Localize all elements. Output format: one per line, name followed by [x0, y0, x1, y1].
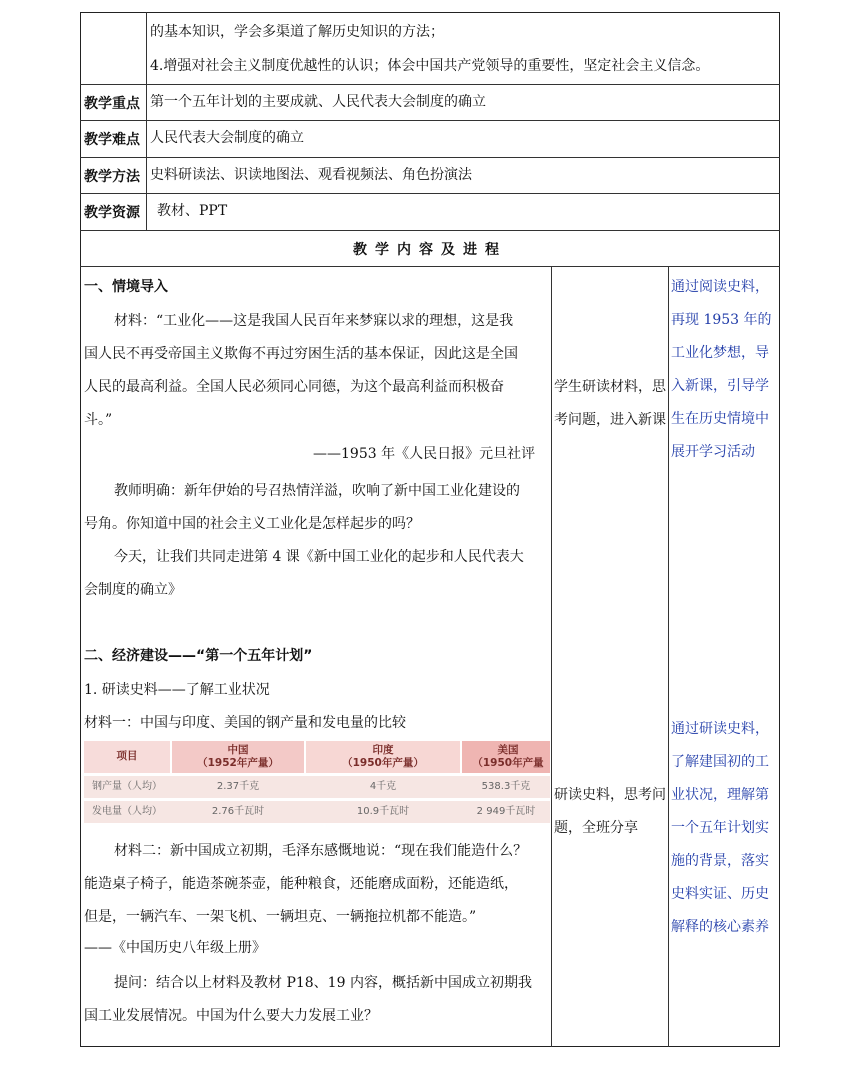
column-divider [668, 266, 669, 1047]
student-activity-2 [554, 785, 668, 851]
difficulty-label: 教学难点 [84, 132, 140, 148]
intent-line: 通过阅读史料， [671, 279, 769, 295]
material2-line: 但是，一辆汽车、一架飞机、一辆坦克、一辆拖拉机都不能造。” [84, 909, 477, 925]
resource-value: 教材、PPT [157, 203, 228, 219]
row-divider [80, 84, 780, 85]
student-activity-line: 研读史料，思考问 [554, 787, 666, 803]
intent-line: 了解建国初的工 [671, 754, 769, 770]
key-point-value: 第一个五年计划的主要成就、人民代表大会制度的确立 [150, 94, 486, 110]
key-point-label: 教学重点 [84, 96, 140, 112]
student-activity-line: 考问题，进入新课 [554, 412, 666, 428]
part2-heading: 二、经济建设——“第一个五年计划” [84, 648, 313, 664]
intent-line: 生在历史情境中 [671, 411, 769, 427]
intent-line: 解释的核心素养 [671, 919, 769, 935]
row-divider [80, 230, 780, 231]
table-header: 项目 [116, 750, 138, 762]
intent-line: 业状况，理解第 [671, 787, 769, 803]
table-cell: 2 949千瓦时 [476, 806, 536, 817]
material-line: 国人民不再受帝国主义欺侮不再过穷困生活的基本保证，因此这是全国 [84, 346, 518, 362]
method-label: 教学方法 [84, 169, 140, 185]
table-header: 美国 （1950年产量 [472, 744, 544, 769]
student-activity-line: 学生研读材料，思 [554, 379, 666, 395]
table-cell: 钢产量（人均） [92, 781, 162, 792]
material2-line: 能造桌子椅子，能造茶碗茶壶，能种粮食，还能磨成面粉，还能造纸， [84, 876, 518, 892]
material-line: 人民的最高利益。全国人民必须同心同德，为这个最高利益而积极奋 [84, 379, 504, 395]
row-divider [80, 193, 780, 194]
row-divider [80, 157, 780, 158]
student-activity-line: 题，全班分享 [554, 820, 638, 836]
intent-line: 通过研读史料， [671, 721, 769, 737]
question-line: 提问：结合以上材料及教材 P18、19 内容，概括新中国成立初期我 [114, 975, 532, 991]
material-source: ——1953 年《人民日报》元旦社评 [313, 446, 536, 462]
row-divider [80, 120, 780, 121]
table-header: 中国 （1952年产量） [197, 744, 279, 769]
material2-source: ——《中国历史八年级上册》 [84, 940, 266, 956]
objective-line: 4.增强对社会主义制度优越性的认识；体会中国共产党领导的重要性，坚定社会主义信念。 [150, 58, 710, 74]
table-cell: 10.9千瓦时 [356, 806, 410, 817]
row-divider [80, 266, 780, 267]
intent-line: 一个五年计划实 [671, 820, 769, 836]
intent-line: 工业化梦想，导 [671, 345, 769, 361]
objective-line: 的基本知识，学会多渠道了解历史知识的方法； [150, 24, 444, 40]
material1-title: 材料一：中国与印度、美国的钢产量和发电量的比较 [84, 715, 406, 731]
intent-line: 展开学习活动 [671, 444, 755, 460]
design-intent-1 [671, 277, 779, 475]
teacher-line: 号角。你知道中国的社会主义工业化是怎样起步的吗？ [84, 516, 420, 532]
table-cell: 发电量（人均） [92, 806, 162, 817]
material2-line: 材料二：新中国成立初期，毛泽东感慨地说：“现在我们能造什么？ [114, 843, 528, 859]
comparison-table [84, 741, 550, 826]
resource-label: 教学资源 [84, 205, 140, 221]
today-line: 会制度的确立》 [84, 582, 182, 598]
intent-line: 施的背景，落实 [671, 853, 769, 869]
intent-line: 史料实证、历史 [671, 886, 769, 902]
part1-heading: 一、情境导入 [84, 279, 168, 295]
section-title: 教学内容及进程 [353, 242, 507, 258]
table-cell: 2.76千瓦时 [211, 806, 265, 817]
material-line: 材料：“工业化——这是我国人民百年来梦寐以求的理想，这是我 [114, 313, 514, 329]
design-intent-2 [671, 719, 779, 950]
column-divider [146, 12, 147, 230]
table-cell: 2.37千克 [216, 781, 260, 792]
question-line: 国工业发展情况。中国为什么要大力发展工业？ [84, 1008, 378, 1024]
today-line: 今天，让我们共同走进第 4 课《新中国工业化的起步和人民代表大 [114, 549, 524, 565]
intent-line: 再现 1953 年的 [671, 312, 772, 328]
method-value: 史料研读法、识读地图法、观看视频法、角色扮演法 [150, 167, 472, 183]
part2-subheading: 1. 研读史料——了解工业状况 [84, 682, 270, 698]
table-cell: 4千克 [369, 781, 397, 792]
material-line: 斗。” [84, 412, 113, 428]
column-divider [551, 266, 552, 1047]
teacher-line: 教师明确：新年伊始的号召热情洋溢，吹响了新中国工业化建设的 [114, 483, 520, 499]
intent-line: 入新课，引导学 [671, 378, 769, 394]
table-cell: 538.3千克 [481, 781, 531, 792]
student-activity-1 [554, 377, 668, 443]
table-header: 印度 （1950年产量） [342, 744, 424, 769]
difficulty-value: 人民代表大会制度的确立 [150, 130, 304, 146]
